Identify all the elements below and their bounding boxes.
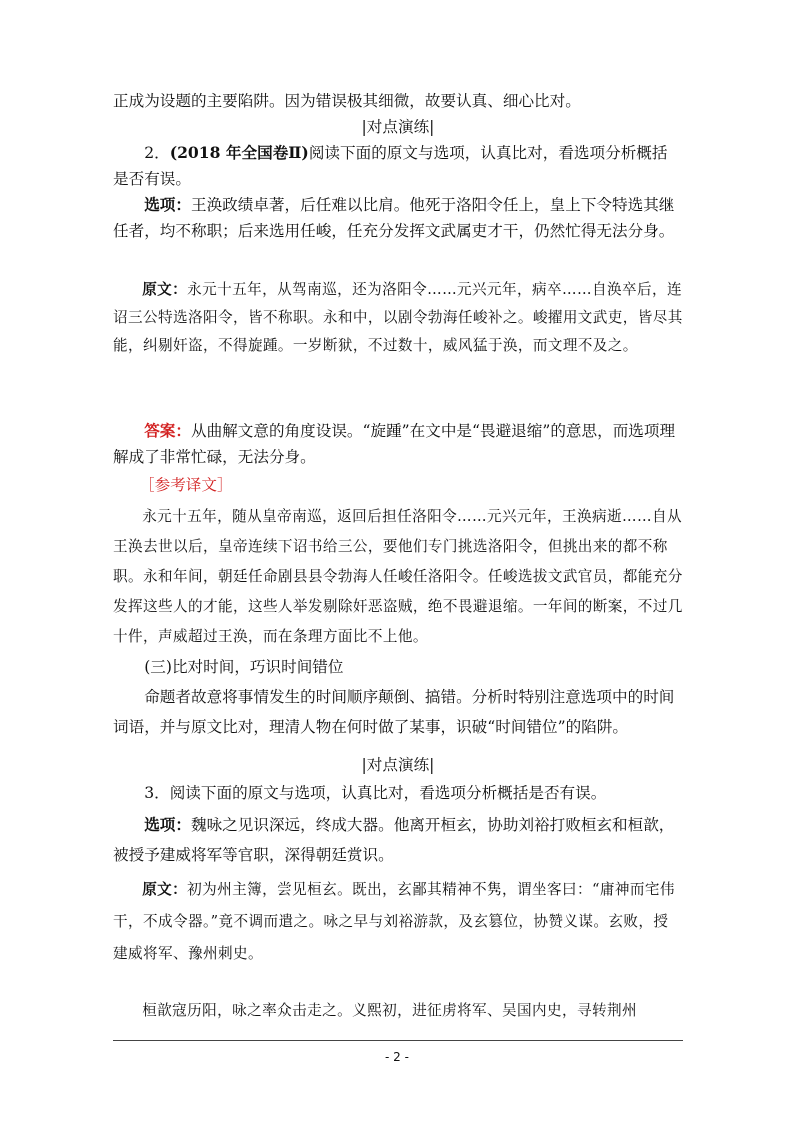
original-label: 原文：: [142, 281, 188, 298]
section-3-text: 命题者故意将事情发生的时间顺序颠倒、搞错。分析时特别注意选项中的时间词语，并与原文比对，理清人物在何时做了某事，识破“时间错位”的陷阱。: [113, 688, 675, 736]
answer-text: 从曲解文意的角度设误。“旋踵”在文中是“畏避退缩”的意思，而选项理解成了非常忙碌，无法分身。: [113, 422, 676, 466]
question-text: 阅读下面的原文与选项，认真比对，看选项分析概括是否有误。: [113, 144, 668, 188]
page-number: - 2 -: [385, 1050, 409, 1064]
option-text: 魏咏之见识深远，终成大器。他离开桓玄，协助刘裕打败桓玄和桓歆，被授予建威将军等官职，深得朝廷赏识。: [113, 816, 675, 864]
option-label: 选项：: [144, 815, 191, 834]
paragraph-intro-tail: 正成为设题的主要陷阱。因为错误极其细微，故要认真、细心比对。: [113, 92, 581, 110]
original-text-2: [113, 276, 683, 360]
question-2: [113, 140, 683, 192]
original-text-3: [113, 874, 683, 970]
answer-2: [113, 418, 683, 470]
original-passage: 初为州主簿，尝见桓玄。既出，玄鄙其精神不隽，谓坐客曰：“庸神而宅伟干，不成令器。”竟不调而遣之。咏之早与刘裕游款，及玄篡位，协赞义谋。玄败，授建威将军、豫州刺史。: [113, 881, 675, 962]
question-3: 3．阅读下面的原文与选项，认真比对，看选项分析概括是否有误。: [144, 784, 607, 802]
original-label: 原文：: [142, 881, 188, 898]
question-number: 2．: [144, 144, 170, 162]
section-heading-practice: |对点演练|: [361, 118, 435, 136]
section-3-title: (三)比对时间，巧识时间错位: [144, 658, 344, 676]
original-passage: 永元十五年，从驾南巡，还为洛阳令……元兴元年，病卒……自涣卒后，连诏三公特选洛阳令，皆不称职。永和中，以剧令勃海任峻补之。峻擢用文武吏，皆尽其能，纠剔奸盗，不得旋踵。一岁断狱，不过数十，威风猛于涣，而文理不及之。: [113, 281, 683, 354]
option-3: [113, 810, 683, 870]
option-text: 王涣政绩卓著，后任难以比肩。他死于洛阳令任上，皇上下令特选其继任者，均不称职；后来选用任峻，任充分发挥文武属吏才干，仍然忙得无法分身。: [113, 196, 675, 240]
footer-divider: [113, 1040, 683, 1041]
answer-label: 答案：: [144, 421, 191, 440]
reference-translation-label: ［参考译文］: [139, 476, 233, 494]
option-label: 选项：: [144, 195, 191, 214]
question-source: (2018 年全国卷Ⅱ): [169, 143, 309, 162]
section-heading-practice-2: |对点演练|: [361, 756, 435, 774]
reference-translation-text: 永元十五年，随从皇帝南巡，返回后担任洛阳令……元兴元年，王涣病逝……自从王涣去世以后，皇帝连续下诏书给三公，要他们专门挑选洛阳令，但挑出来的都不称职。永和年间，朝廷任命剧县县令勃海人任峻任洛阳令。任峻选拔文武官员，都能充分发挥这些人的才能，这些人举发剔除奸恶盗贼，绝不畏避退缩。一年间的断案，不过几十件，声威超过王涣，而在条理方面比不上他。: [113, 508, 683, 645]
original-text-3-continued: 桓歆寇历阳，咏之率众击走之。义熙初，进征虏将军、吴国内史，寻转荆州: [142, 1002, 637, 1019]
option-2: [113, 192, 683, 244]
